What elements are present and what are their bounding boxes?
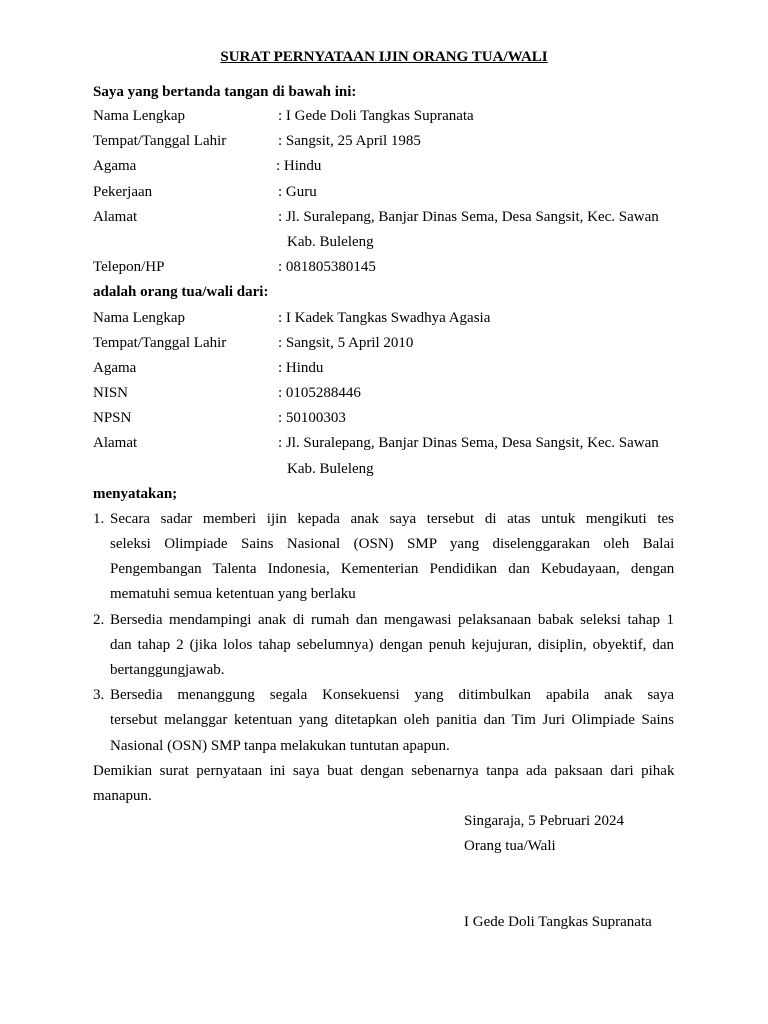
parent-job-label: Pekerjaan — [93, 184, 153, 200]
child-birth-label: Tempat/Tanggal Lahir — [93, 335, 227, 351]
parent-birth-value: : Sangsit, 25 April 1985 — [278, 133, 421, 149]
item-line: tersebut melanggar ketentuan yang ditetapkan oleh panitia dan Tim Juri Olimpiade Sains — [110, 712, 674, 728]
item-number: 2. — [93, 612, 105, 628]
item-number: 3. — [93, 687, 105, 703]
child-npsn-value: : 50100303 — [278, 410, 346, 426]
item-line: seleksi Olimpiade Sains Nasional (OSN) SMP yang diselenggarakan oleh Balai — [110, 536, 675, 552]
parent-address-value-2: Kab. Buleleng — [287, 234, 374, 250]
child-name-label: Nama Lengkap — [93, 310, 186, 326]
item-line: dan tahap 2 (jika lolos tahap sebelumnya) dengan penuh kejujuran, disiplin, obyektif, dan — [110, 637, 674, 653]
child-name-value: : I Kadek Tangkas Swadhya Agasia — [278, 310, 491, 326]
child-nisn-label: NISN — [93, 385, 129, 401]
child-nisn-value: : 0105288446 — [278, 385, 361, 401]
letter-title: SURAT PERNYATAAN IJIN ORANG TUA/WALI — [220, 49, 548, 65]
parent-address-value-1: : Jl. Suralepang, Banjar Dinas Sema, Desa Sangsit, Kec. Sawan — [278, 209, 659, 225]
child-address-value-1: : Jl. Suralepang, Banjar Dinas Sema, Desa Sangsit, Kec. Sawan — [278, 435, 659, 451]
signature-place-date: Singaraja, 5 Pebruari 2024 — [464, 813, 624, 829]
child-religion-label: Agama — [93, 360, 137, 376]
item-line: Bersedia mendampingi anak di rumah dan mengawasi pelaksanaan babak seleksi tahap 1 — [110, 612, 674, 628]
parent-job-value: : Guru — [278, 184, 317, 200]
parent-religion-label: Agama — [93, 158, 137, 174]
child-npsn-label: NPSN — [93, 410, 132, 426]
item-number: 1. — [93, 511, 105, 527]
parent-birth-label: Tempat/Tanggal Lahir — [93, 133, 227, 149]
signature-name: I Gede Doli Tangkas Supranata — [464, 914, 652, 930]
item-line: Bersedia menanggung segala Konsekuensi yang ditimbulkan apabila anak saya — [110, 687, 674, 703]
parent-name-label: Nama Lengkap — [93, 108, 186, 124]
parent-address-label: Alamat — [93, 209, 138, 225]
parent-phone-label: Telepon/HP — [93, 259, 165, 275]
intro-text: Saya yang bertanda tangan di bawah ini: — [93, 84, 357, 100]
parent-religion-value: : Hindu — [276, 158, 322, 174]
closing-line-1: Demikian surat pernyataan ini saya buat dengan sebenarnya tanpa ada paksaan dari pihak — [93, 763, 675, 779]
signature-role: Orang tua/Wali — [464, 838, 556, 854]
parent-name-value: : I Gede Doli Tangkas Supranata — [278, 108, 474, 124]
item-line: Pengembangan Talenta Indonesia, Kementerian Pendidikan dan Kebudayaan, dengan — [110, 561, 675, 577]
item-line: Nasional (OSN) SMP tanpa melakukan tuntutan apapun. — [110, 738, 450, 754]
item-line: bertanggungjawab. — [110, 662, 225, 678]
child-address-value-2: Kab. Buleleng — [287, 461, 374, 477]
parent-phone-value: : 081805380145 — [278, 259, 376, 275]
child-religion-value: : Hindu — [278, 360, 324, 376]
closing-line-2: manapun. — [93, 788, 152, 804]
child-address-label: Alamat — [93, 435, 138, 451]
child-birth-value: : Sangsit, 5 April 2010 — [278, 335, 414, 351]
declares-heading: menyatakan; — [93, 486, 178, 502]
item-line: mematuhi semua ketentuan yang berlaku — [110, 586, 356, 602]
child-heading: adalah orang tua/wali dari: — [93, 284, 269, 300]
item-line: Secara sadar memberi ijin kepada anak saya tersebut di atas untuk mengikuti tes — [110, 511, 674, 527]
